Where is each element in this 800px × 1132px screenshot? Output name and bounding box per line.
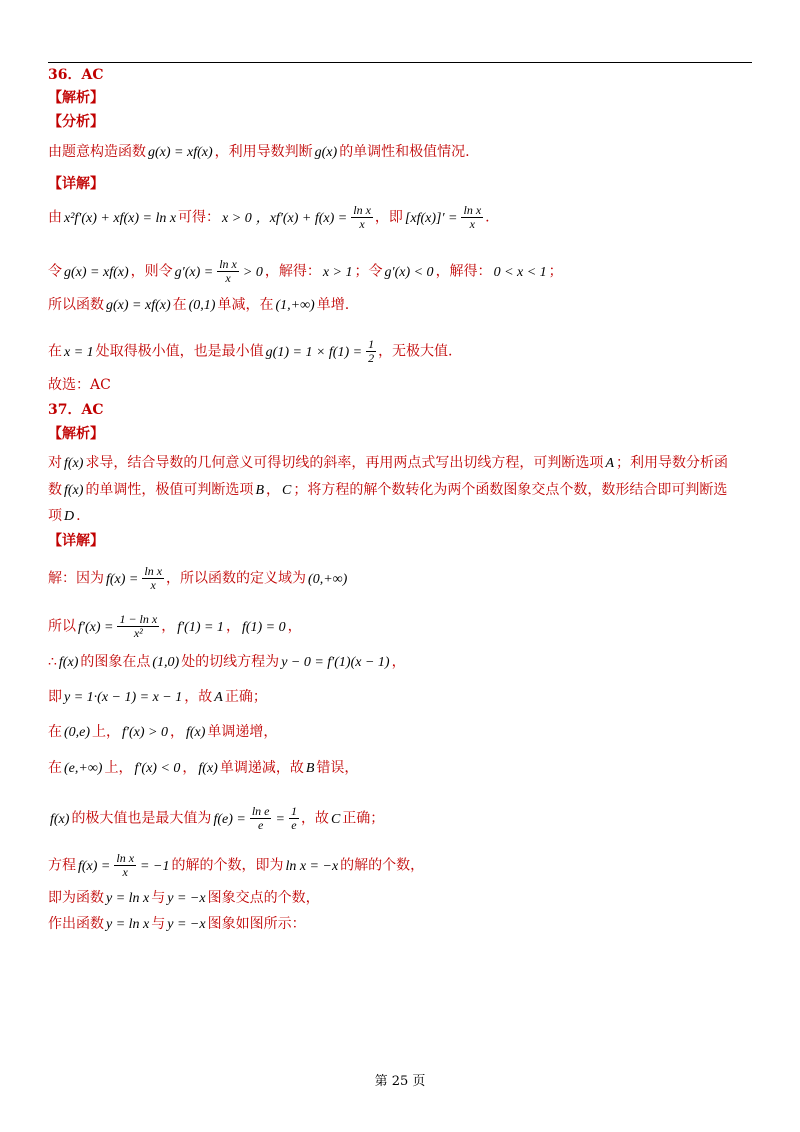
text: ， [287, 618, 302, 635]
text: 的图象在点 [80, 654, 151, 670]
math: (0,+∞) [308, 571, 348, 587]
text: ；将方程的解个数转化为两个函数图象交点个数，数形结合即可判断选 [293, 482, 728, 498]
q37-step4 [48, 688, 267, 707]
math: C [330, 811, 341, 827]
math: g(1) = 1 × f(1) = [265, 344, 363, 360]
q37-step1 [48, 565, 349, 592]
text: 在 [48, 760, 62, 776]
math: [xf(x)]′ = [404, 210, 458, 226]
text: 正确； [342, 810, 385, 827]
fraction: $\frac{\text{ln e}}{e}$ [251, 804, 270, 832]
math: C [282, 483, 292, 498]
text: 数 [48, 482, 62, 498]
text: 方程 [48, 857, 76, 874]
fraction: $\frac{\text{1 − ln x}}{\text{x²}}$ [119, 612, 158, 640]
text: 对 [48, 455, 62, 471]
math: y = −x [167, 891, 206, 906]
math: (e,+∞) [64, 761, 103, 776]
text: 单调递减，故 [219, 760, 304, 776]
text: ，无极大值. [378, 343, 453, 360]
text: . [485, 209, 490, 226]
math: g′(x) = [174, 264, 214, 280]
text: 在 [172, 297, 187, 313]
text: 解：因为 [48, 570, 104, 587]
text: ， [391, 654, 406, 670]
q37-step10 [48, 915, 306, 934]
text: ， [161, 618, 176, 635]
math: f′(x) < 0 [134, 761, 181, 776]
text: ， [169, 724, 184, 740]
q37-analysis-line1 [48, 454, 728, 473]
math: B [305, 761, 315, 776]
text: 上， [104, 760, 133, 776]
q37-step5 [48, 723, 277, 742]
text: 正确； [224, 689, 267, 705]
math: g′(x) < 0 [384, 264, 434, 280]
math: D [64, 509, 75, 524]
text: 即为函数 [48, 890, 104, 906]
q36-step3 [48, 296, 349, 315]
fraction: $\frac{1}{2}$ [368, 337, 375, 365]
text: ，所以函数的定义域为 [166, 570, 307, 587]
text: ，利用导数判断 [214, 144, 313, 160]
math: f(x) [50, 811, 70, 827]
q36-step1 [48, 204, 490, 231]
text: 项 [48, 508, 62, 524]
fraction: $\frac{1}{e}$ [290, 804, 297, 832]
header-rule [48, 62, 752, 63]
text: 的单调性，极值可判断选项 [85, 482, 254, 498]
q37-step6 [48, 759, 358, 778]
fraction: $\frac{\text{ln x}}{x}$ [463, 203, 482, 231]
text: ，故 [300, 810, 329, 827]
text: 在 [48, 724, 62, 740]
math: y = ln x [106, 891, 150, 906]
text: 的单调性和极值情况. [339, 144, 470, 160]
text: 令 [48, 263, 62, 280]
math: f(e) = [213, 811, 246, 827]
text: ， [225, 618, 240, 635]
text: ，解得： [435, 263, 492, 280]
q37-step3 [48, 653, 406, 672]
math: (0,e) [64, 725, 91, 740]
q36-analysis-line [48, 143, 470, 162]
text: ，故 [184, 689, 213, 705]
math: f(x) [64, 483, 84, 498]
q36-xiangjie-heading: 【详解】 [48, 176, 104, 192]
text: 单调递增， [207, 724, 278, 740]
math: g(x) = xf(x) [106, 298, 171, 313]
q36-number: 36．AC [48, 67, 104, 83]
text: ，解得： [264, 263, 321, 280]
page-number: 第 25 页 [374, 1074, 426, 1089]
text: 由 [48, 209, 62, 226]
math: f(x) [198, 761, 218, 776]
math: g(x) = xf(x) [64, 264, 129, 280]
math: > 0 [242, 264, 263, 280]
q37-step8 [48, 852, 424, 879]
fraction: $\frac{\text{ln x}}{x}$ [116, 851, 135, 879]
math: y = ln x [106, 917, 150, 932]
fraction: $\frac{\text{ln x}}{x}$ [219, 257, 237, 285]
math: x > 1 [322, 264, 353, 280]
math: y − 0 = f′(1)(x − 1) [281, 655, 390, 670]
text: . [76, 508, 81, 524]
q36-step2 [48, 258, 563, 285]
text: 处的切线方程为 [181, 654, 280, 670]
math: (0,1) [188, 298, 216, 313]
math: x = 1 [64, 344, 94, 360]
text: 与 [151, 916, 166, 932]
math: ln x = −x [285, 858, 339, 874]
q36-fenxi-heading: 【分析】 [48, 114, 104, 130]
math: f(x) = [106, 571, 139, 587]
math: 0 < x < 1 [493, 264, 547, 280]
text: ，即 [374, 209, 403, 226]
math: y = −x [167, 917, 206, 932]
math: f(x) [185, 725, 206, 740]
q37-jiexi-heading: 【解析】 [48, 426, 104, 442]
text: 图象交点的个数， [207, 890, 320, 906]
text: 的解的个数，即为 [171, 857, 284, 874]
q36-jiexi-heading: 【解析】 [48, 90, 104, 106]
math: x²f′(x) + xf(x) = ln x [64, 210, 177, 226]
math: f(x) [58, 655, 79, 670]
text: ；利用导数分析函 [616, 455, 728, 471]
math: A [605, 456, 614, 471]
text: 处取得极小值，也是最小值 [95, 343, 264, 360]
q37-step7 [48, 805, 384, 832]
math: f(x) = [78, 858, 111, 874]
math: y = 1·(x − 1) = x − 1 [64, 690, 183, 705]
math: = −1 [140, 858, 170, 874]
text: 错误， [316, 760, 359, 776]
math: (1,+∞) [275, 298, 315, 313]
math: f(x) [64, 456, 84, 471]
q37-xiangjie-heading: 【详解】 [48, 533, 104, 549]
text: 在 [48, 343, 62, 360]
text: 即 [48, 689, 62, 705]
q37-number: 37．AC [48, 402, 104, 418]
q36-answer: 故选：AC [48, 377, 111, 393]
text: 的解的个数， [340, 857, 425, 874]
math: (1,0) [152, 655, 180, 670]
math: f′(1) = 1 [177, 619, 224, 635]
text: 可得： [178, 209, 221, 226]
text: 所以函数 [48, 297, 104, 313]
fraction: $\frac{\text{ln x}}{x}$ [144, 564, 163, 592]
fraction: $\frac{\text{ln x}}{x}$ [353, 203, 371, 231]
text: ；令 [354, 263, 383, 280]
math: f′(x) = [78, 619, 114, 635]
text: 单增. [316, 297, 350, 313]
text: ， [266, 482, 280, 498]
math: g(x) = xf(x) [148, 145, 213, 160]
math: f(1) = 0 [241, 619, 286, 635]
math: x > 0 [222, 210, 252, 226]
q37-step9 [48, 889, 320, 908]
math: g(x) [314, 145, 338, 160]
q37-analysis-line2 [48, 481, 727, 500]
math: A [214, 690, 223, 705]
text: 图象如图所示： [207, 916, 306, 932]
text: 单减，在 [217, 297, 274, 313]
q37-analysis-line3 [48, 507, 81, 526]
text: 作出函数 [48, 916, 104, 932]
q37-step2 [48, 613, 302, 640]
text: 求导，结合导数的几何意义可得切线的斜率，再用两点式写出切线方程，可判断选项 [85, 455, 604, 471]
math: ，xf′(x) + f(x) = [255, 210, 348, 226]
text: 与 [151, 890, 166, 906]
q36-step4 [48, 338, 453, 365]
math: = [275, 811, 285, 827]
text: ， [182, 760, 197, 776]
text: ，则令 [130, 263, 173, 280]
text: ∴ [48, 654, 57, 670]
text: 的极大值也是最大值为 [71, 810, 212, 827]
text: 上， [92, 724, 121, 740]
math: B [255, 483, 264, 498]
text: ； [548, 263, 563, 280]
text: 由题意构造函数 [48, 144, 146, 160]
text: 所以 [48, 618, 76, 635]
math: f′(x) > 0 [122, 725, 168, 740]
